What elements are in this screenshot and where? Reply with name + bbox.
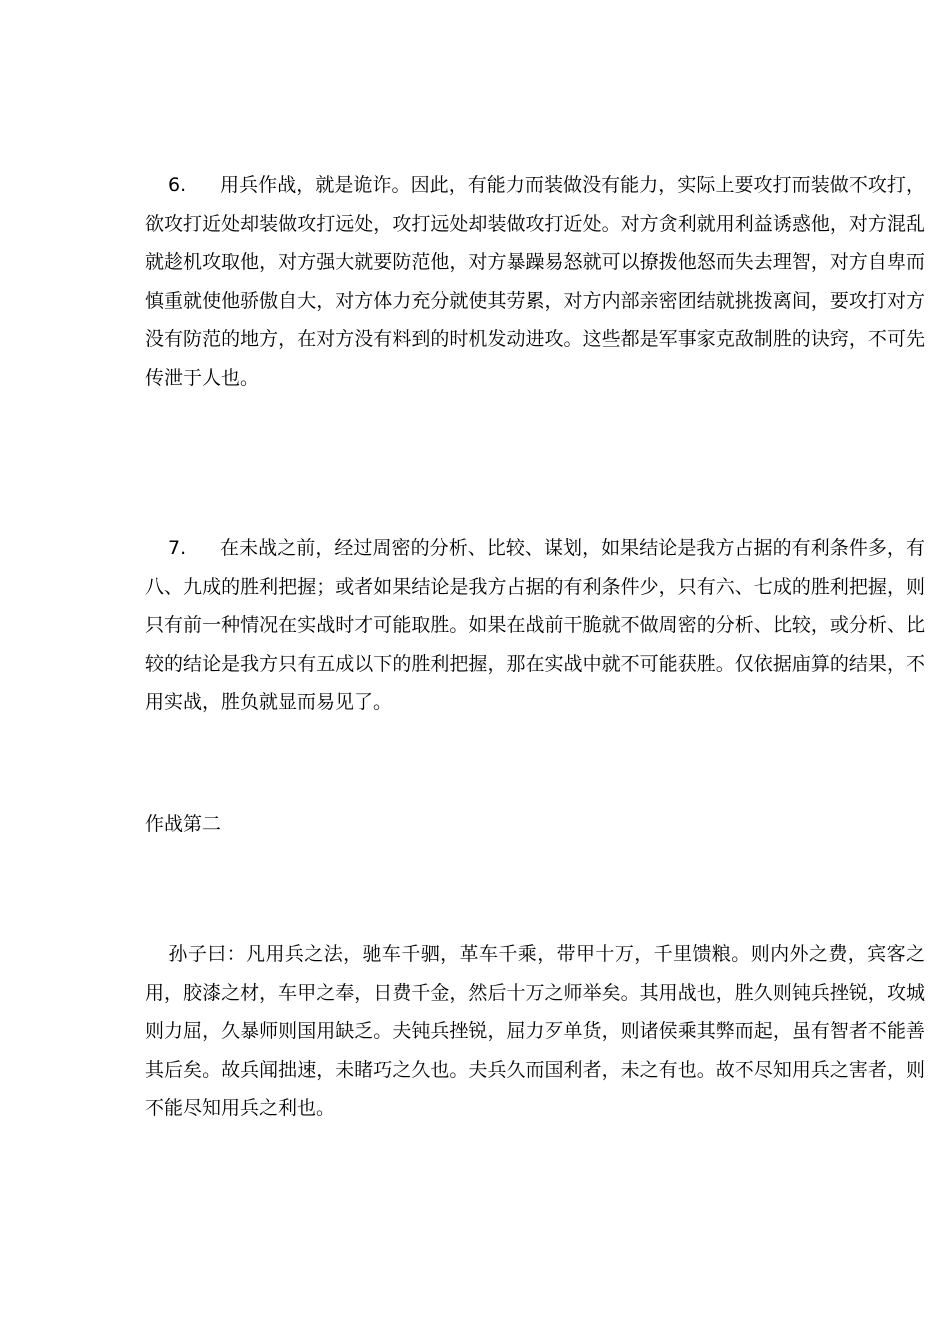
paragraph-text: 在未战之前，经过周密的分析、比较、谋划，如果结论是我方占据的有利条件多，有八、九成的胜利把握；或者如果结论是我方占据的有利条件少，只有六、七成的胜利把握，则只有前一种情况在实战时才可能取胜。如果在战前干脆就不做周密的分析、比较，或分析、比较的结论是我方只有五成以下的胜利把握，那在实战中就不可能获胜。仅依据庙算的结果，不用实战，胜负就显而易见了。 (145, 537, 925, 713)
paragraph-text: 用兵作战，就是诡诈。因此，有能力而装做没有能力，实际上要攻打而装做不攻打，欲攻打近处却装做攻打远处，攻打远处却装做攻打近处。对方贪利就用利益诱惑他，对方混乱就趁机攻取他，对方强大就要防范他，对方暴躁易怒就可以撩拨他怒而失去理智，对方自卑而慎重就使他骄傲自大，对方体力充分就使其劳累，对方内部亲密团结就挑拨离间，要攻打对方没有防范的地方，在对方没有料到的时机发动进攻。这些都是军事家克敌制胜的诀窍，不可先传泄于人也。 (145, 174, 925, 389)
paragraph-sunzi (145, 935, 925, 1128)
paragraph-number: 6. (168, 174, 187, 196)
section-heading: 作战第二 (145, 813, 222, 835)
paragraph-6 (145, 166, 925, 397)
paragraph-number: 7. (168, 537, 187, 559)
paragraph-text: 孙子曰：凡用兵之法，驰车千驷，革车千乘，带甲十万，千里馈粮。则内外之费，宾客之用，胶漆之材，车甲之奉，日费千金，然后十万之师举矣。其用战也，胜久则钝兵挫锐，攻城则力屈，久暴师则国用缺乏。夫钝兵挫锐，屈力歹单货，则诸侯乘其弊而起，虽有智者不能善其后矣。故兵闻拙速，未睹巧之久也。夫兵久而国利者，未之有也。故不尽知用兵之害者，则不能尽知用兵之利也。 (145, 943, 925, 1119)
paragraph-7 (145, 529, 925, 722)
